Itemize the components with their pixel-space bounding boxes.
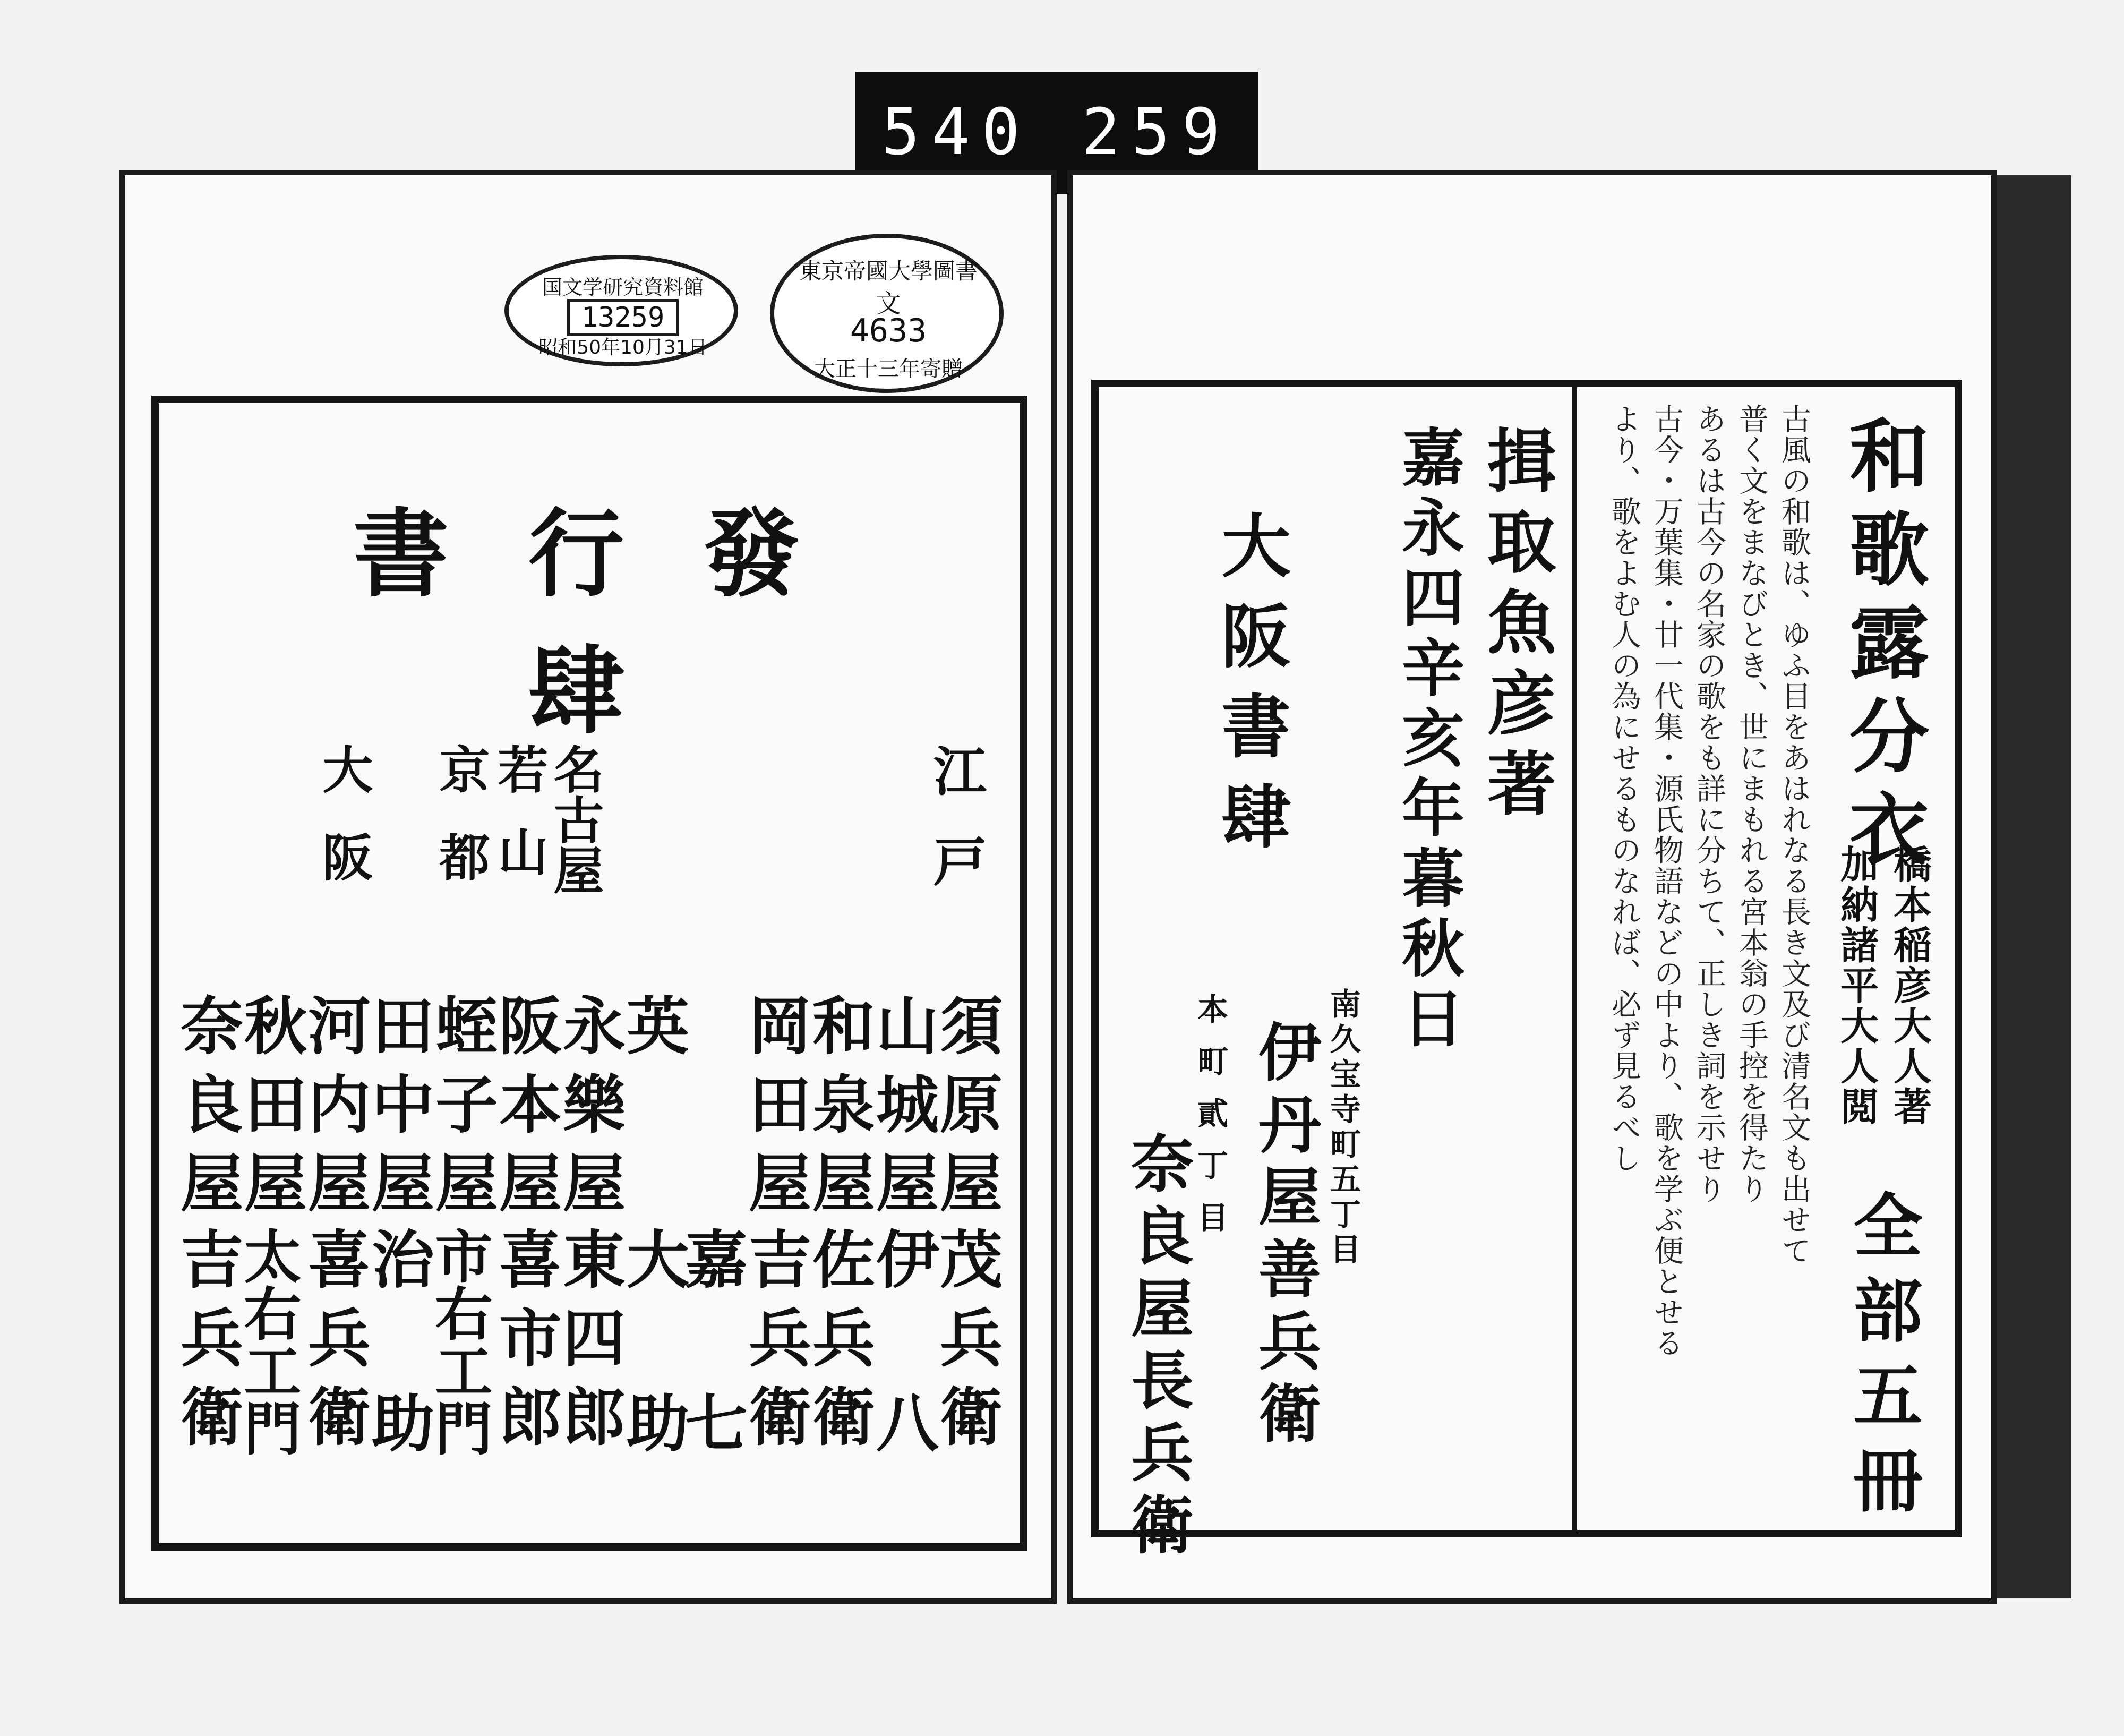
- publisher-name: 吉兵衛: [170, 1227, 244, 1463]
- publisher-shop: 岡田屋: [738, 993, 812, 1229]
- stamp-university-name: 東京帝國大學圖書: [799, 258, 978, 284]
- publisher-shop: 英: [616, 993, 690, 1072]
- publisher-name: 東四郎: [552, 1227, 626, 1463]
- stamp-accession-date: 昭和50年10月31日: [538, 337, 707, 358]
- city-wakayama: 若山: [490, 743, 549, 908]
- description-column: あるは古今の名家の歌をも詳に分ちて、正しき詞を示せり: [1692, 404, 1726, 1204]
- publisher-shop: 奈良屋: [170, 993, 244, 1229]
- book-edge: [1997, 175, 2071, 1598]
- stamp-library-name: 国文学研究資料館: [542, 276, 704, 299]
- publisher-1-name: 伊丹屋善兵衛: [1248, 1020, 1322, 1453]
- publishers-heading: 發行書肆: [353, 498, 879, 747]
- author-line-2: 加納諸平大人閲: [1834, 844, 1879, 1127]
- publication-date: 嘉永四辛亥年暮秋日: [1391, 425, 1465, 1056]
- publisher-name: 大助: [616, 1227, 690, 1554]
- publisher-1-address: 南久宝寺町五丁目: [1325, 988, 1361, 1268]
- stamp-accession-number: 13259: [567, 299, 679, 336]
- publisher-shop: 河内屋: [297, 993, 371, 1229]
- description-column: 普く文をまなびとき、世にまもれる宮本翁の手控を得たり: [1734, 404, 1769, 1204]
- stamp-book-number: 4633: [850, 312, 927, 349]
- publisher-name: 佐兵衛: [802, 1227, 876, 1463]
- publisher-shop: 和泉屋: [802, 993, 876, 1229]
- publisher-shop: 秋田屋: [234, 993, 307, 1229]
- description-column: 古今・万葉集・廿一代集・源氏物語などの中より、歌を学ぶ便とせる: [1649, 404, 1684, 1358]
- library-oval-stamp: [504, 255, 738, 366]
- description-column: より、歌をよむ人の為にせるものなれば、必ず見るべし: [1607, 404, 1641, 1174]
- frame-divider: [1572, 380, 1577, 1537]
- publisher-name: 茂兵衛: [929, 1227, 1003, 1463]
- author-line-1: 橋本稲彦大人著: [1887, 844, 1932, 1127]
- volume-count: 全部五冊: [1842, 1190, 1923, 1529]
- publisher-name: 喜市郎: [489, 1227, 562, 1463]
- publisher-name: 治助: [361, 1227, 435, 1554]
- publisher-name: 太右工門: [234, 1227, 301, 1456]
- publisher-name: 喜兵衛: [297, 1227, 371, 1463]
- publisher-name: 伊八: [866, 1227, 939, 1554]
- publisher-shop: 山城屋: [866, 993, 939, 1229]
- publisher-name: 吉兵衛: [738, 1227, 812, 1463]
- publisher-shop: 須原屋: [929, 993, 1003, 1229]
- city-kyoto: 京都: [431, 743, 490, 919]
- publisher-name: 市右工門: [425, 1227, 492, 1456]
- publisher-shop: 蛭子屋: [425, 993, 499, 1229]
- city-edo: 江戸: [924, 743, 987, 924]
- publisher-2-address: 本町貳丁目: [1192, 993, 1228, 1253]
- library-shelf-label: 540 259: [855, 72, 1258, 194]
- stamp-class-mark: 文: [875, 289, 901, 319]
- city-nagoya: 名古屋: [545, 743, 604, 895]
- city-osaka: 大阪: [314, 743, 373, 919]
- publisher-name: 嘉七: [674, 1227, 748, 1554]
- editor-credit: 揖取魚彦著: [1476, 425, 1557, 828]
- publisher-shop: 永樂屋: [552, 993, 626, 1229]
- university-round-stamp: [770, 234, 1004, 393]
- book-title: 和歌露分衣: [1836, 414, 1929, 882]
- publisher-shop: 阪本屋: [489, 993, 562, 1229]
- publisher-shop: 田中屋: [361, 993, 435, 1229]
- publisher-2-name: 奈良屋長兵衛: [1120, 1131, 1194, 1564]
- publishers-columns: [170, 993, 1003, 1554]
- stamp-donation-date: 大正十三年寄贈: [814, 357, 963, 381]
- description-column: 古風の和歌は、ゆふ目をあはれなる長き文及び清名文も出せて: [1777, 404, 1811, 1266]
- publisher-heading: 大阪書肆: [1210, 510, 1291, 871]
